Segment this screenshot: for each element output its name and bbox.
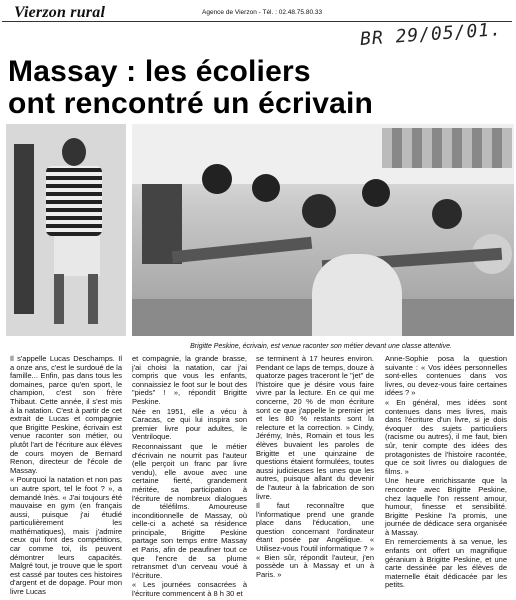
paragraph: « En général, mes idées sont contenues dans mes livres, mais dans l'écriture d'un livre, si je dois évoquer des sujets particuliers (racisme ou autres), il me faut, bien sûr, tenir compte des idées des protagonistes de l'histoire racontée, que ce soit livres ou dialogues de films. » bbox=[385, 397, 507, 476]
paragraph: Née en 1951, elle a vécu à Caracas, ce qui lui inspira son premier livre pour adultes, le Ventriloque. bbox=[132, 406, 247, 442]
article-column-1 bbox=[10, 355, 122, 598]
paragraph: Anne-Sophie posa la question suivante : « Vos idées personnelles sont-elles contenues dans vos livres, ou devez-vous faire certaines idées ? » bbox=[385, 354, 507, 398]
paragraph: « Les journées consacrées à l'écriture commencent à 8 h 30 et bbox=[132, 580, 247, 599]
section-title: Vierzon rural bbox=[14, 4, 106, 21]
headline-line-2: ont rencontré un écrivain bbox=[8, 87, 374, 120]
agency-contact: Agence de Vierzon - Tél. : 02.48.75.80.33 bbox=[202, 9, 323, 16]
paragraph: Il s'appelle Lucas Deschamps. Il a onze ans, c'est le surdoué de la famille... Enfin, pas dans tous les domaines, parce qu'en sport, le champion, c'est son frère Thibaut. Cette année, il s'est mis à la natation. C'est à partir de cet extrait de Lucas et compagnie que Brigitte Peskine, écrivain est venue raconter son métier, ou plutôt l'art de l'écriture aux élèves de cours moyen de Bernard Renon, directeur de l'école de Massay. bbox=[10, 354, 122, 475]
article-column-3 bbox=[256, 355, 374, 580]
headline-line-1: Massay : les écoliers bbox=[8, 55, 311, 88]
paragraph: En remerciements à sa venue, les enfants ont offert un magnifique géranium à Brigitte Peskine, et une carte dessinée par les élèves de maternelle était dédicacée par les petits. bbox=[385, 537, 507, 590]
article-column-2 bbox=[132, 355, 247, 600]
photo-caption: Brigitte Peskine, écrivain, est venue raconter son métier devant une classe attentive. bbox=[190, 343, 452, 350]
photo-classroom bbox=[132, 124, 514, 336]
handwritten-date-stamp: BR 29/05/01. bbox=[359, 19, 503, 50]
paragraph: Il faut reconnaître que l'informatique prend une grande place dans l'éducation, une question concernant l'ordinateur étant posée par Angélique. « Utilisez-vous l'outil informatique ? » « Bien sûr, répondit l'auteur, j'en possède un à Massay et un à Paris. » bbox=[256, 501, 374, 579]
photo-author bbox=[6, 124, 126, 336]
paragraph: « Pourquoi la natation et non pas un autre sport, tel le foot ? », a demandé Inès. « J'ai toujours été mauvaise en gym (en français aussi, puisque j'ai étudié particulièrement les mathématiques), mais j'admire ceux qui font des compétitions, car comme toi, ils peuvent démontrer leurs capacités. Malgré tout, je trouve que le sport est cassé par toutes ces histoires d'argent et de dopage. Pour mon livre Lucas bbox=[10, 475, 122, 597]
paragraph: et compagnie, la grande brasse, j'ai choisi la natation, car j'ai compris que vous les enfants, connaissiez le foot sur le bout des "pieds" ! », répondit Brigitte Peskine. bbox=[132, 354, 247, 406]
headline bbox=[8, 56, 508, 120]
paragraph: se terminent à 17 heures environ. Pendant ce laps de temps, douze à quatorze pages traceront le "jet" de l'histoire que je désire vous faire vivre par la lecture. En ce qui me concerne, 20 % de mon écriture sont ce que j'appelle le premier jet et les 80 % restants sont la relecture et la correction. » Cindy, Jérémy, Inès, Romain et tous les élèves buvaient les paroles de Brigitte et une quinzaine de questions étaient formulées, toutes aussi judicieuses les unes que les autres, puisque allant du devenir de l'auteur à la fabrication de son livre. bbox=[256, 354, 374, 501]
paragraph: Une heure enrichissante que la rencontre avec Brigitte Peskine, chez laquelle l'on ressent amour, humour, finesse et sensibilité. Brigitte Peskine l'a promis, une journée de dédicace sera organisée à Massay. bbox=[385, 476, 507, 537]
paragraph: Reconnaissant que le métier d'écrivain ne nourrit pas l'auteur (elle perçoit un franc par livre vendu), elle avoue avec une certaine fierté, grandement méritée, sa participation à l'écriture de nombreux dialogues de téléfilms. Amoureuse inconditionnelle de Massay, où celle-ci a acheté sa résidence principale, Brigitte Peskine partage son temps entre Massay et Paris, afin de peaufiner tout ce que l'encre de sa plume retransmet d'un cerveau voué à l'écriture. bbox=[132, 441, 247, 580]
section-header bbox=[2, 4, 512, 22]
article-column-4 bbox=[385, 355, 507, 591]
